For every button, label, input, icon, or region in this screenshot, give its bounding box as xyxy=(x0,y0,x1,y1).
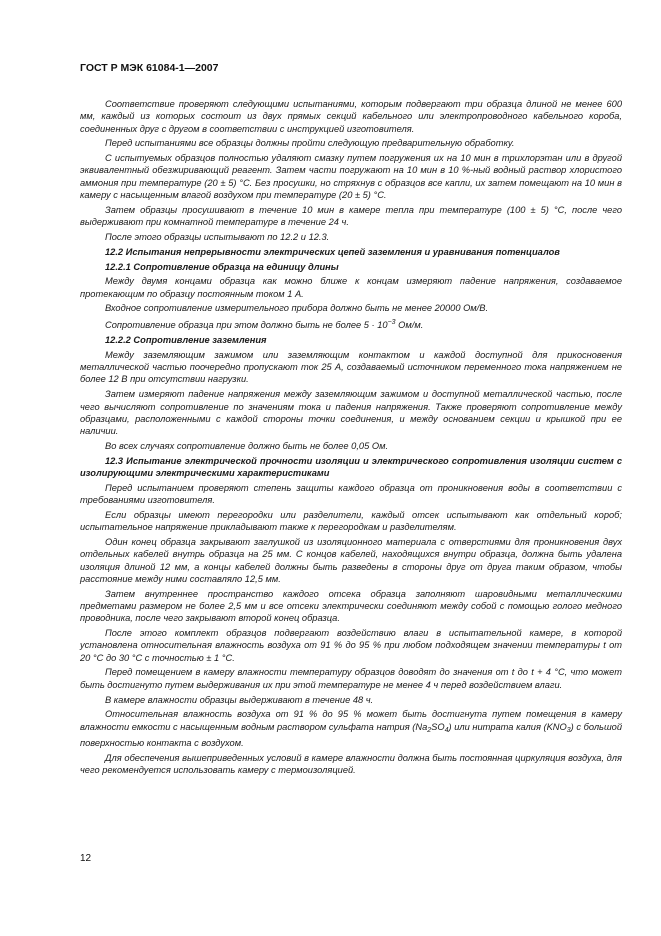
paragraph: Перед испытанием проверяют степень защиты каждого образца от проникновения воды в соответствии с требованиями изготовителя. xyxy=(80,482,622,506)
text-run: SO xyxy=(431,721,445,732)
paragraph: Перед помещением в камеру влажности температуру образцов доводят до значения от t до t + 4 °С, что может быть достигнуто путем выдерживания их при этой температуре не менее 4 ч перед воздействием влаги. xyxy=(80,667,622,690)
paragraph: После этого комплект образцов подвергают воздействию влаги в испытательной камере, в которой установлена относительная влажность воздуха от 91 % до 95 % при любом подходящем значении температуры t от 20 °С до 30 °С с точностью ± 1 °С. xyxy=(80,628,622,663)
text-run: ) с большой поверхностью контакта с воздухом. xyxy=(80,721,623,748)
paragraph: Между двумя концами образца как можно ближе к концам измеряют падение напряжения, создаваемое протекающим по образцу постоянным током 1 А. xyxy=(80,276,622,299)
paragraph: Если образцы имеют перегородки или разделители, каждый отсек испытывают как отдельный короб; испытательное напряжение прикладывают также к перегородкам и разделителям. xyxy=(80,509,622,533)
superscript: −3 xyxy=(387,319,396,327)
document-body xyxy=(80,98,622,779)
paragraph: Затем образцы просушивают в течение 10 мин в камере тепла при температуре (100 ± 5) °С, после чего выдерживают при комнатной температуре в течение 24 ч. xyxy=(80,204,622,228)
paragraph: Для обеспечения вышеприведенных условий в камере влажности должна быть постоянная циркуляция воздуха, для чего рекомендуется использовать камеру с термоизоляцией. xyxy=(80,752,622,776)
paragraph: Затем внутреннее пространство каждого отсека образца заполняют шаровидными металлическими предметами размером не более 2,5 мм и все отсеки электрически соединяют между собой с помощью голого медного проводника, после чего закрывают второй конец образца. xyxy=(80,588,622,624)
paragraph: Входное сопротивление измерительного прибора должно быть не менее 20000 Ом/В. xyxy=(105,303,489,314)
text-run: Относительная влажность воздуха от 91 % до 95 % может быть достигнута путем помещения в камеру влажности емкости с насыщенным водным раствором сульфата натрия (Na xyxy=(80,709,622,732)
section-heading-12-2: 12.2 Испытания непрерывности электрических цепей заземления и уравнивания потенциалов xyxy=(105,246,560,257)
paragraph: В камере влажности образцы выдерживают в течение 48 ч. xyxy=(105,694,374,705)
text-run: Сопротивление образца при этом должно быть не более 5 · 10 xyxy=(105,320,388,331)
paragraph: Соответствие проверяют следующими испытаниями, которым подвергают три образца длиной не менее 600 мм, каждый из которых состоит из двух прямых секций кабельного или электропроводного кабельного короба, соединенных друг с другом в соответствии с инструкцией изготовителя. xyxy=(80,99,622,134)
text-run: Ом/м. xyxy=(395,320,424,331)
paragraph xyxy=(80,708,622,749)
subscript: 4 xyxy=(444,726,449,734)
paragraph: Перед испытаниями все образцы должны пройти следующую предварительную обработку. xyxy=(105,138,515,149)
paragraph: Между заземляющим зажимом или заземляющим контактом и каждой доступной для прикосновения металлической частью поочередно пропускают ток 25 А, создаваемый источником переменного тока напряжением не более 12 В при отсутствии нагрузки. xyxy=(80,349,622,385)
section-heading-12-2-2: 12.2.2 Сопротивление заземления xyxy=(105,335,267,346)
text-run: ) или нитрата калия (KNO xyxy=(448,721,567,732)
subscript: 3 xyxy=(566,726,571,734)
paragraph: Во всех случаях сопротивление должно быть не более 0,05 Ом. xyxy=(105,440,389,451)
paragraph: Один конец образца закрывают заглушкой из изоляционного материала с отверстиями для проникновения двух отдельных кабелей внутрь образца на 25 мм. С концов кабелей, находящихся внутри образца, должна быть удалена изоляция длиной 12 мм, а концы кабелей должны быть разведены в стороны друг от друга таким образом, чтобы расстояние между ними составляло 12,5 мм. xyxy=(80,537,622,584)
standard-header: ГОСТ Р МЭК 61084-1—2007 xyxy=(80,62,219,74)
section-heading-12-3: 12.3 Испытание электрической прочности изоляции и электрического сопротивления изоляции систем с изолирующими электрическими характеристиками xyxy=(80,455,622,479)
paragraph xyxy=(80,317,622,331)
section-heading-12-2-1: 12.2.1 Сопротивление образца на единицу длины xyxy=(105,261,339,272)
paragraph: После этого образцы испытывают по 12.2 и 12.3. xyxy=(105,231,330,242)
subscript: 2 xyxy=(427,726,432,734)
paragraph: С испытуемых образцов полностью удаляют смазку путем погружения их на 10 мин в трихлорэтан или в другой эквивалентный обезжиривающий реагент. Затем части погружают на 10 мин в 10 %-ный водный раствор хлористого аммония при температуре (20 ± 5) °С. Без просушки, но стряхнув с образцов все капли, их затем помещают на 10 мин в камеру с насыщенным влагой воздухом при температуре (20 ± 5) °С. xyxy=(80,153,622,201)
page-number: 12 xyxy=(80,853,92,864)
paragraph: Затем измеряют падение напряжения между заземляющим зажимом и доступной металлической частью, после чего вычисляют сопротивление по значениям тока и падения напряжения. Также проверяют сопротивление между образцами, расположенными с каждой стороны точки соединения, и между основанием секции и крышкой при ее наличии. xyxy=(80,389,622,437)
